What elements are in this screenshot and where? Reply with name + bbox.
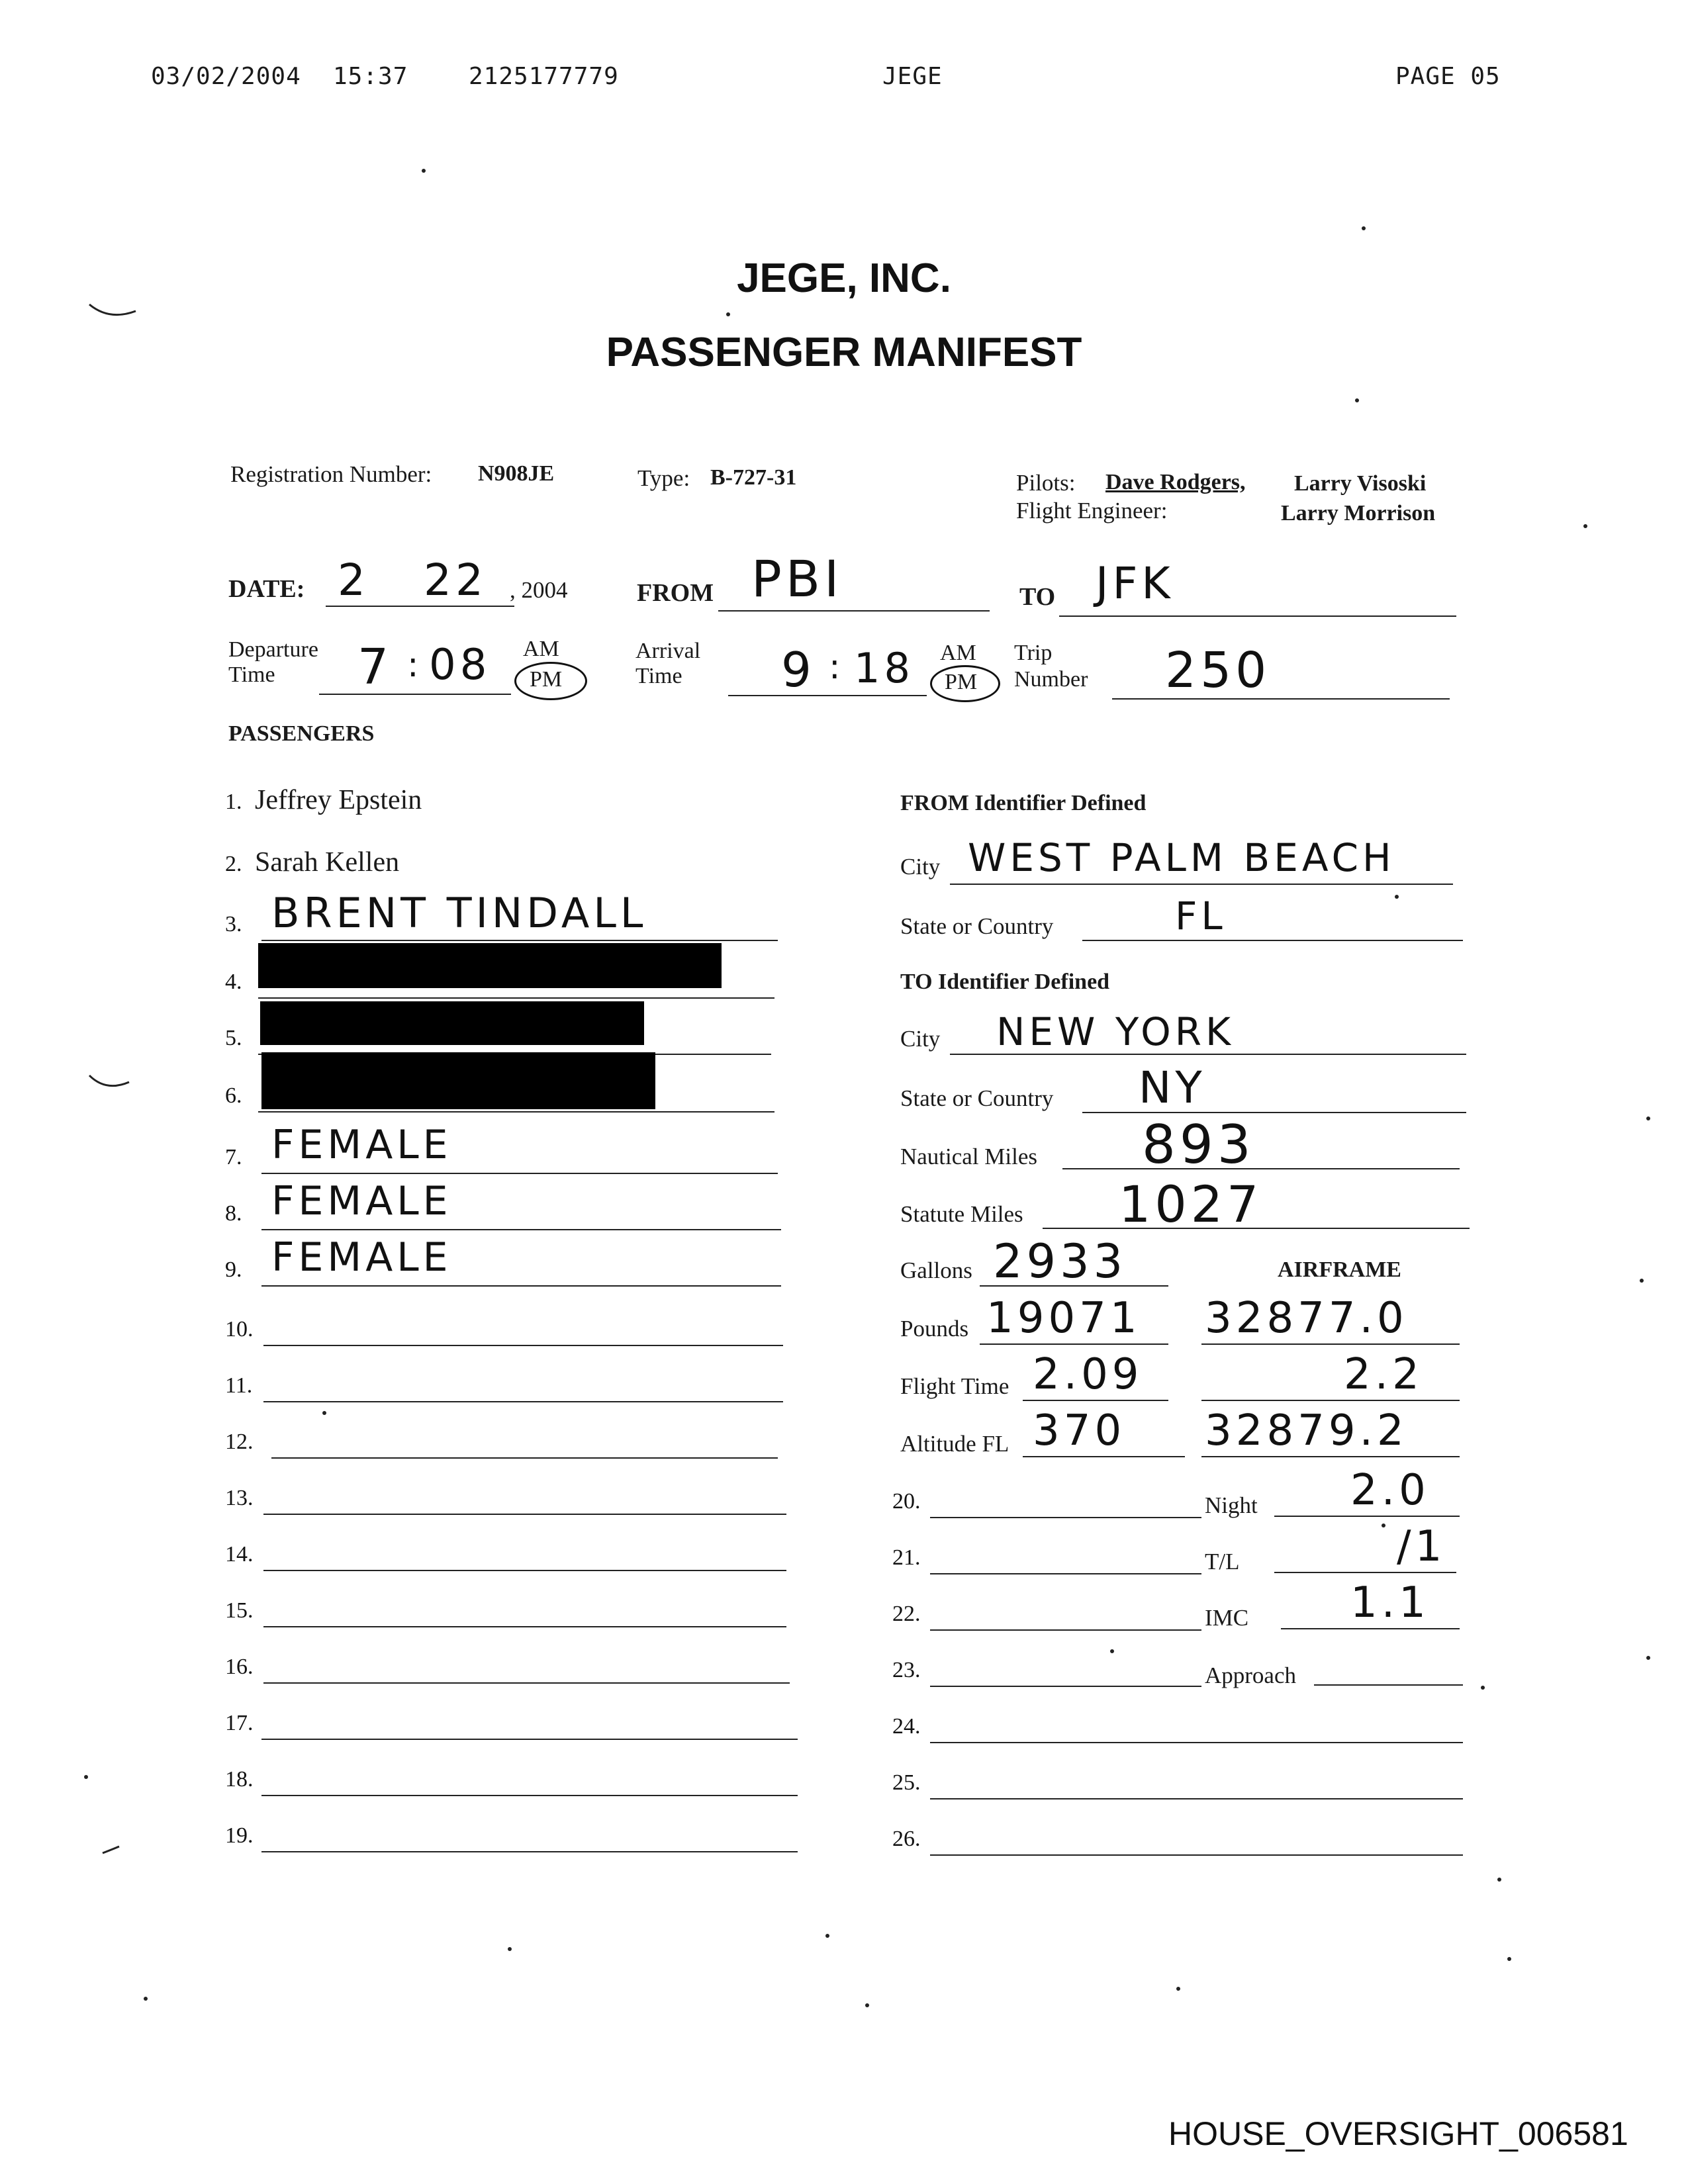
arrival-hour: 9 — [781, 642, 816, 698]
tl-value: /1 — [1397, 1522, 1446, 1571]
to-city-label: City — [900, 1026, 941, 1052]
passenger-number: 7. — [225, 1145, 242, 1169]
trip-label-1: Trip — [1014, 641, 1053, 665]
airframe-heading: AIRFRAME — [1278, 1257, 1401, 1282]
pilots-label: Pilots: — [1016, 470, 1076, 496]
fax-sender: JEGE — [882, 63, 943, 90]
departure-minute: 08 — [429, 641, 491, 690]
passenger-number: 14. — [225, 1542, 254, 1567]
to-label: TO — [1019, 583, 1056, 611]
company-title: JEGE, INC. — [737, 255, 951, 301]
date-label: DATE: — [228, 575, 305, 603]
passenger-number: 1. — [225, 790, 242, 814]
document-title: PASSENGER MANIFEST — [606, 330, 1082, 375]
passenger-number: 15. — [225, 1598, 254, 1623]
passenger-name: Sarah Kellen — [255, 847, 400, 878]
from-city-label: City — [900, 854, 941, 880]
imc-value: 1.1 — [1350, 1578, 1430, 1627]
departure-colon: : — [407, 645, 423, 685]
passenger-number: 10. — [225, 1317, 254, 1342]
statute-value: 1027 — [1119, 1175, 1263, 1234]
departure-pm: PM — [530, 667, 563, 692]
to-identifier-heading: TO Identifier Defined — [900, 970, 1110, 994]
date-month: 2 — [338, 555, 369, 606]
fax-page: PAGE 05 — [1395, 63, 1501, 90]
flight-time-value: 2.09 — [1033, 1350, 1143, 1399]
passenger-name: BRENT TINDALL — [271, 889, 647, 937]
passenger-number: 2. — [225, 852, 242, 876]
altitude-label: Altitude FL — [900, 1431, 1009, 1457]
passenger-number: 4. — [225, 970, 242, 994]
to-state-label: State or Country — [900, 1085, 1054, 1111]
right-row-number: 21. — [892, 1545, 921, 1570]
trip-number: 250 — [1165, 642, 1271, 699]
departure-hour: 7 — [357, 639, 393, 696]
passenger-number: 12. — [225, 1430, 254, 1454]
departure-label-2: Time — [228, 662, 275, 687]
pounds-label: Pounds — [900, 1316, 969, 1342]
fax-time: 15:37 — [333, 63, 408, 90]
imc-label: IMC — [1205, 1605, 1249, 1631]
to-value: JFK — [1096, 558, 1174, 609]
passenger-name: FEMALE — [271, 1178, 452, 1224]
departure-label-1: Departure — [228, 637, 318, 662]
passenger-name: FEMALE — [271, 1122, 452, 1168]
pounds-value: 19071 — [986, 1294, 1141, 1343]
flight-time-label: Flight Time — [900, 1373, 1009, 1399]
from-identifier-heading: FROM Identifier Defined — [900, 791, 1147, 815]
date-year: , 2004 — [510, 577, 568, 603]
trip-label-2: Number — [1014, 667, 1088, 692]
right-row-number: 24. — [892, 1714, 921, 1739]
to-city-value: NEW YORK — [996, 1009, 1235, 1054]
passenger-number: 19. — [225, 1823, 254, 1848]
arrival-label-2: Time — [635, 664, 682, 688]
passenger-number: 6. — [225, 1083, 242, 1108]
from-state-label: State or Country — [900, 913, 1054, 939]
passenger-number: 17. — [225, 1711, 254, 1735]
right-row-number: 20. — [892, 1489, 921, 1514]
type-value: B-727-31 — [710, 465, 797, 490]
passenger-name: Jeffrey Epstein — [255, 785, 422, 815]
from-label: FROM — [637, 579, 714, 607]
arrival-am: AM — [940, 641, 976, 665]
passenger-number: 9. — [225, 1257, 242, 1282]
night-label: Night — [1205, 1492, 1258, 1518]
passenger-number: 8. — [225, 1201, 242, 1226]
from-city-value: WEST PALM BEACH — [968, 835, 1395, 880]
arrival-colon: : — [829, 647, 845, 687]
nautical-value: 893 — [1142, 1114, 1255, 1175]
night-value: 2.0 — [1350, 1466, 1430, 1515]
passenger-number: 11. — [225, 1373, 253, 1398]
engineer-value: Larry Morrison — [1281, 501, 1436, 525]
arrival-minute: 18 — [854, 644, 914, 692]
fax-phone: 2125177779 — [469, 63, 619, 90]
approach-label: Approach — [1205, 1662, 1297, 1688]
from-value: PBI — [751, 549, 843, 608]
engineer-label: Flight Engineer: — [1016, 498, 1168, 523]
pilot-2: Larry Visoski — [1294, 471, 1427, 496]
registration-value: N908JE — [478, 461, 555, 486]
passengers-heading: PASSENGERS — [228, 721, 375, 746]
date-day: 22 — [424, 555, 487, 606]
arrival-label-1: Arrival — [635, 639, 701, 663]
airframe-3-value: 32879.2 — [1205, 1406, 1408, 1455]
airframe-2-value: 2.2 — [1344, 1350, 1423, 1399]
arrival-pm: PM — [945, 670, 978, 694]
right-row-number: 26. — [892, 1827, 921, 1851]
departure-am: AM — [523, 637, 559, 661]
type-label: Type: — [637, 465, 690, 491]
nautical-label: Nautical Miles — [900, 1144, 1038, 1169]
tl-label: T/L — [1205, 1549, 1240, 1574]
passenger-number: 5. — [225, 1026, 242, 1050]
altitude-value: 370 — [1033, 1406, 1126, 1455]
from-state-value: FL — [1175, 893, 1227, 938]
right-row-number: 23. — [892, 1658, 921, 1682]
passenger-number: 18. — [225, 1767, 254, 1792]
statute-label: Statute Miles — [900, 1201, 1023, 1227]
passenger-number: 16. — [225, 1655, 254, 1679]
airframe-1-value: 32877.0 — [1205, 1294, 1408, 1343]
right-row-number: 22. — [892, 1602, 921, 1626]
pilot-1: Dave Rodgers, — [1105, 470, 1246, 494]
passenger-number: 13. — [225, 1486, 254, 1510]
passenger-number: 3. — [225, 912, 242, 936]
fax-date: 03/02/2004 — [151, 63, 301, 90]
gallons-label: Gallons — [900, 1257, 972, 1283]
right-row-number: 25. — [892, 1770, 921, 1795]
to-state-value: NY — [1139, 1062, 1206, 1113]
gallons-value: 2933 — [993, 1234, 1127, 1289]
bates-number: HOUSE_OVERSIGHT_006581 — [1168, 2115, 1628, 2152]
passenger-name: FEMALE — [271, 1234, 452, 1281]
registration-label: Registration Number: — [230, 461, 432, 487]
